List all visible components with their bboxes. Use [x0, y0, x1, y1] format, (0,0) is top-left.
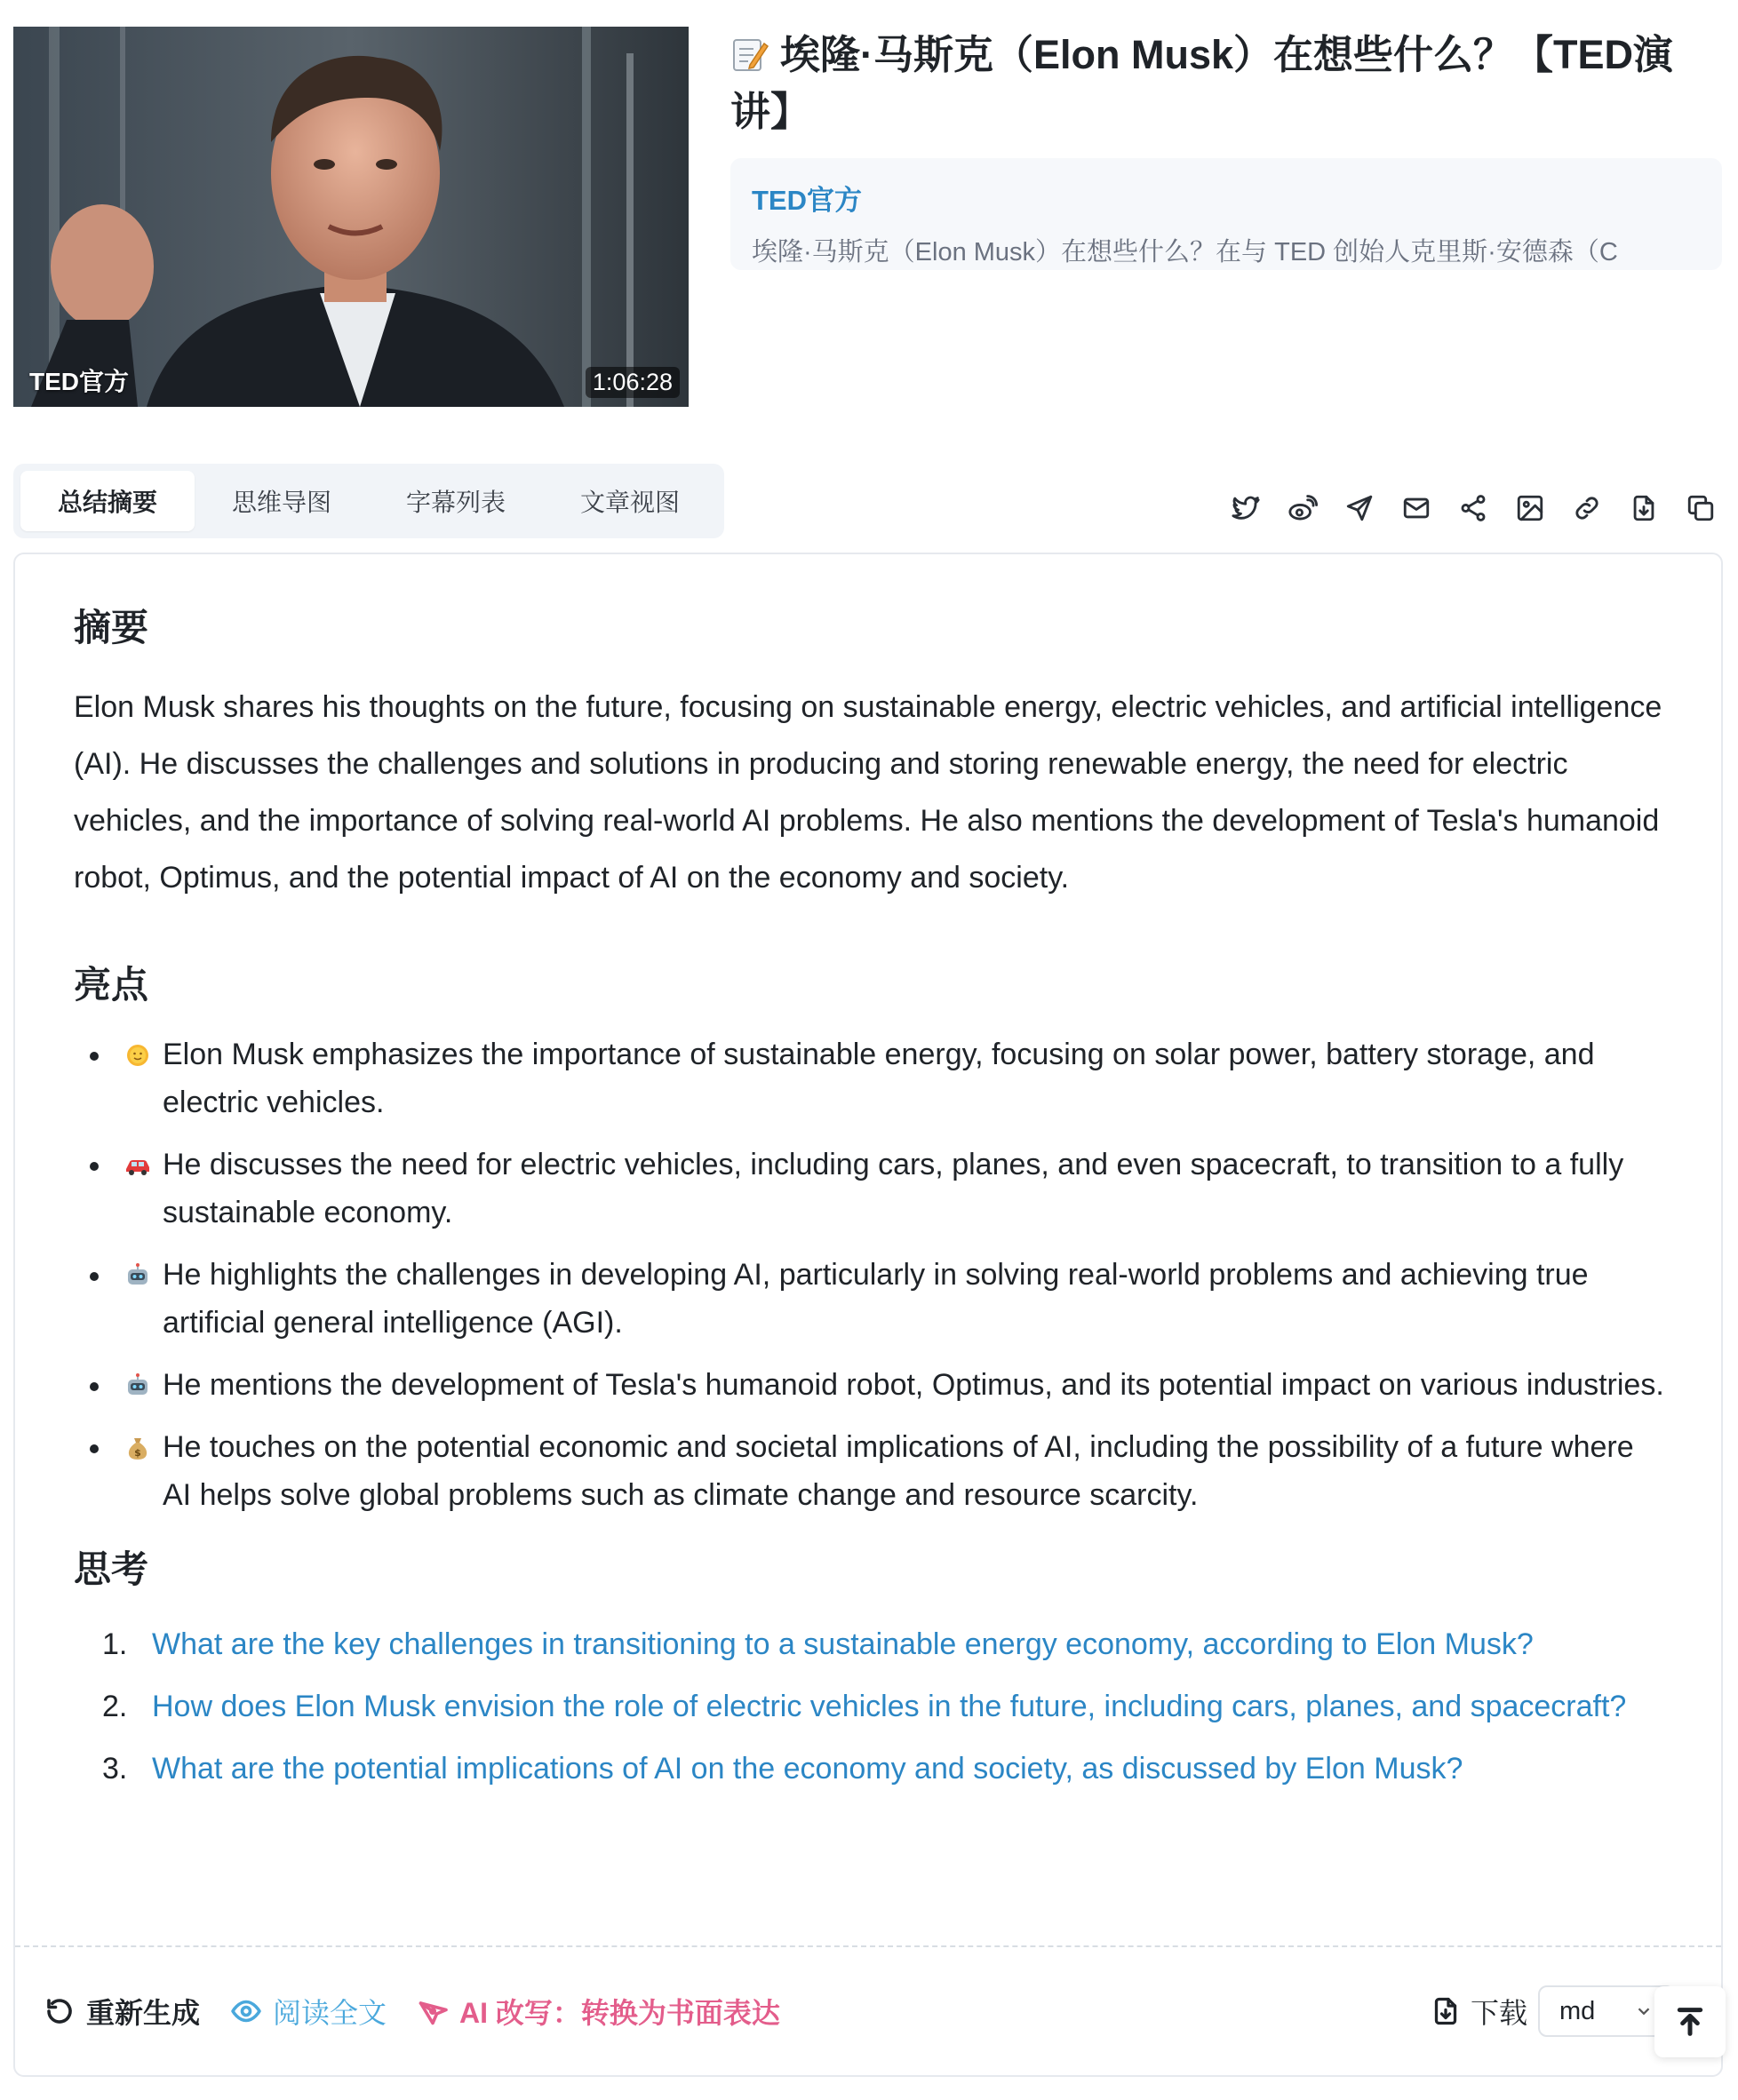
- questions-list: [74, 1620, 1664, 1793]
- list-item: $ He touches on the potential economic and societal implications of AI, including the possibility of a future where AI helps solve global problems such as climate change and resource scarcity.: [124, 1423, 1664, 1519]
- summary-footer: [44, 1976, 1703, 2047]
- ai-rewrite-button[interactable]: AI 改写：转换为书面表达: [417, 1991, 780, 2032]
- sun-icon: [124, 1041, 152, 1070]
- summary-heading: 摘要: [74, 607, 149, 648]
- image-icon[interactable]: [1511, 489, 1550, 528]
- weibo-icon[interactable]: [1283, 489, 1322, 528]
- pen-icon: [417, 1995, 449, 2027]
- send-icon[interactable]: [1340, 489, 1379, 528]
- list-item: Elon Musk emphasizes the importance of sustainable energy, focusing on solar power, battery storage, and electric vehicles.: [124, 1030, 1664, 1126]
- share-toolbar: [1226, 487, 1720, 529]
- tab-mindmap[interactable]: 思维导图: [231, 489, 331, 516]
- speaker-photo: [13, 27, 689, 407]
- refresh-icon: [44, 1995, 76, 2027]
- list-item: He highlights the challenges in developing AI, particularly in solving real-world problems and achieving true artificial general intelligence (AGI).: [124, 1251, 1664, 1347]
- regenerate-button[interactable]: 重新生成: [44, 1991, 200, 2032]
- video-meta-card: [730, 158, 1722, 270]
- arrow-up-icon: [1672, 2004, 1708, 2040]
- tab-subtitles[interactable]: 字幕列表: [405, 489, 506, 516]
- money-bag-icon: [124, 1434, 152, 1462]
- robot-icon: [124, 1372, 152, 1400]
- video-duration: 1:06:28: [586, 367, 680, 398]
- back-to-top-button[interactable]: [1654, 1986, 1726, 2057]
- link-icon[interactable]: [1567, 489, 1606, 528]
- video-title[interactable]: 埃隆·马斯克（Elon Musk）在想些什么？【TED演讲】: [730, 32, 1674, 134]
- memo-icon: [730, 35, 769, 74]
- summary-text: Elon Musk shares his thoughts on the future, focusing on sustainable energy, electric vehicles, and artificial intelligence (AI). He discusses the challenges and solutions in producing and storing renewable energy, the need for electric vehicles, and the importance of solving real-world AI problems. He also mentions the development of Tesla's humanoid robot, Optimus, and the potential impact of AI on the economy and society.: [74, 690, 1662, 895]
- author-name[interactable]: TED官方: [752, 185, 862, 216]
- copy-icon[interactable]: [1681, 489, 1720, 528]
- highlights-list: [74, 1030, 1664, 1519]
- question-link[interactable]: 1. What are the key challenges in transitioning to a sustainable energy economy, according to Elon Musk?: [102, 1627, 1534, 1661]
- mail-icon[interactable]: [1397, 489, 1436, 528]
- twitter-icon[interactable]: [1226, 489, 1265, 528]
- question-link[interactable]: 3. What are the potential implications of AI on the economy and society, as discussed by Elon Musk?: [102, 1752, 1463, 1786]
- chevron-down-icon: [1634, 2001, 1654, 2021]
- format-select[interactable]: md: [1538, 1985, 1675, 2037]
- tab-summary[interactable]: 总结摘要: [20, 471, 195, 531]
- highlights-heading: 亮点: [74, 964, 149, 1006]
- video-thumbnail[interactable]: [13, 27, 689, 407]
- footer-divider: [15, 1945, 1721, 1947]
- view-tabs: [13, 464, 724, 538]
- summary-card: [13, 553, 1723, 2077]
- download-button[interactable]: 下载: [1430, 1991, 1527, 2032]
- share-icon[interactable]: [1454, 489, 1493, 528]
- eye-icon: [230, 1995, 262, 2027]
- question-link[interactable]: 2. How does Elon Musk envision the role of electric vehicles in the future, including cars, planes, and spacecraft?: [102, 1690, 1627, 1723]
- thoughts-heading: 思考: [74, 1548, 149, 1590]
- svg-text:$: $: [134, 1447, 141, 1459]
- download-icon[interactable]: [1624, 489, 1663, 528]
- video-description: 埃隆·马斯克（Elon Musk）在想些什么？在与 TED 创始人克里斯·安德森（C: [752, 238, 1618, 266]
- summary-content: [74, 599, 1664, 1807]
- list-item: He mentions the development of Tesla's humanoid robot, Optimus, and its potential impact on various industries.: [124, 1361, 1664, 1409]
- car-icon: [124, 1151, 152, 1180]
- robot-icon: [124, 1261, 152, 1290]
- read-full-button[interactable]: 阅读全文: [230, 1991, 387, 2032]
- file-download-icon: [1430, 1995, 1462, 2027]
- tab-article[interactable]: 文章视图: [579, 489, 680, 516]
- thumbnail-channel-tag: TED官方: [29, 368, 130, 395]
- list-item: He discusses the need for electric vehicles, including cars, planes, and even spacecraft, to transition to a fully sustainable economy.: [124, 1141, 1664, 1237]
